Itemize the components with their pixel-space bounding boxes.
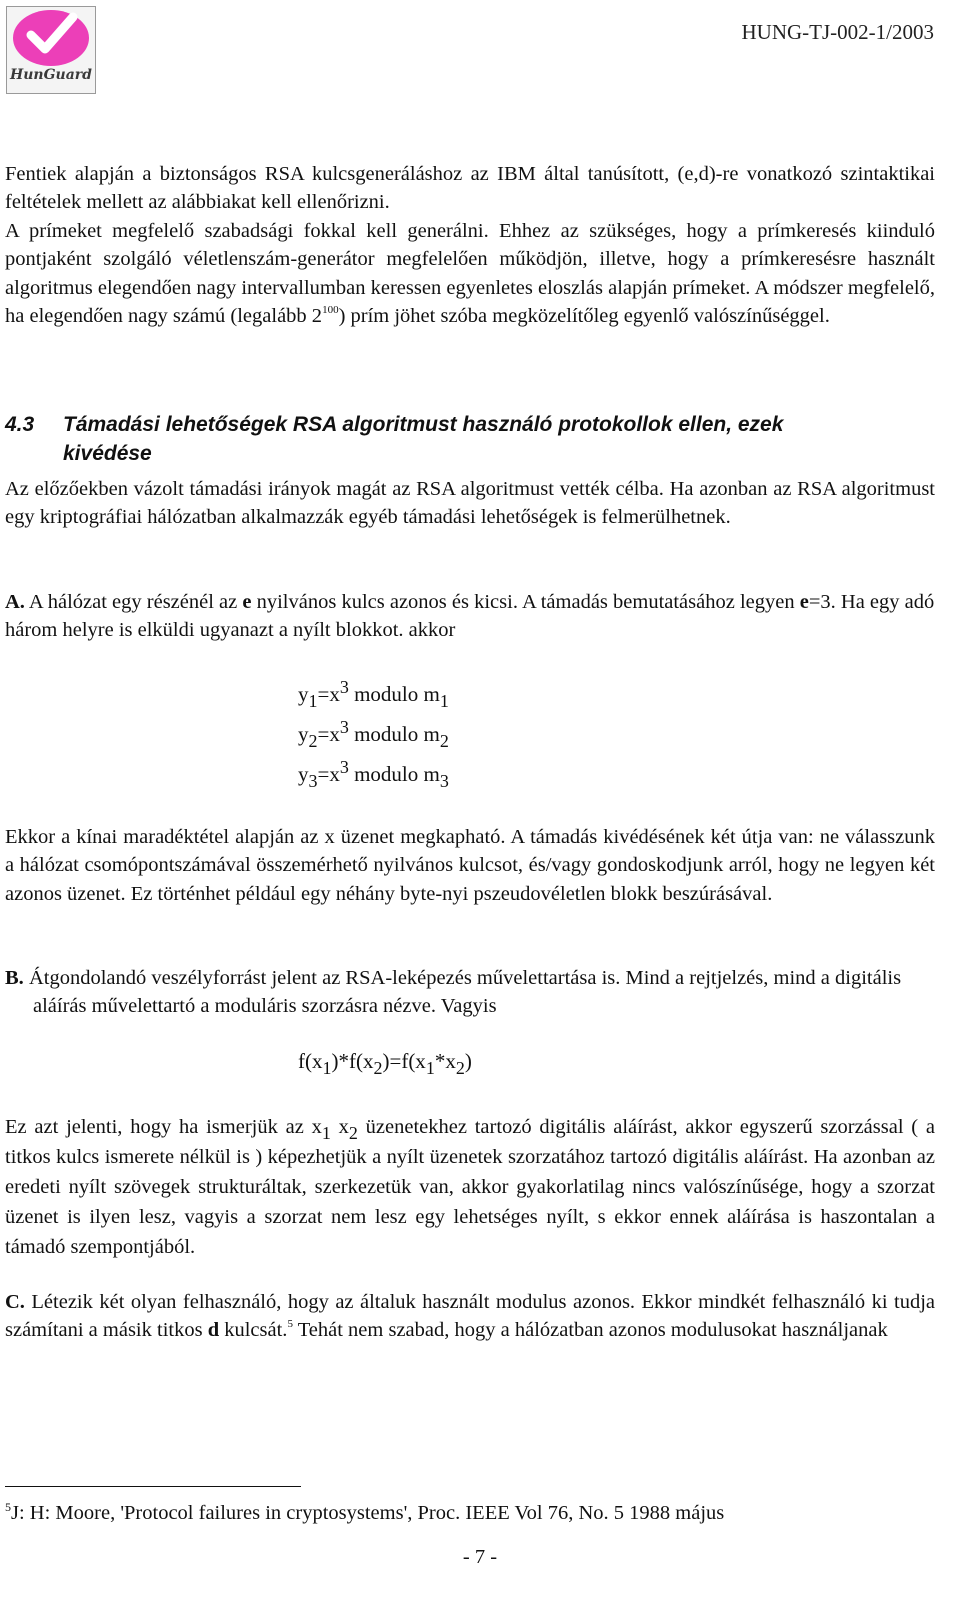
f: =x <box>317 762 340 786</box>
f: 1 <box>439 691 449 711</box>
homomorphism-formula <box>298 1049 472 1078</box>
f: 2 <box>373 1058 383 1078</box>
f: 3 <box>308 771 318 791</box>
f: *x <box>434 1049 456 1073</box>
footnote-ref: 5 <box>287 1318 293 1331</box>
formula-line <box>298 674 449 714</box>
paragraph-text: Ekkor a kínai maradéktétel alapján az x üzenet megkapható. A támadás kivédésének két útja van: ne válasszunk a hálózat csomópontszámával összemérhető nyilvános kulcsot, és/vagy gondoskodjunk arról, hogy ne legyen két azonos üzenet. Ez történhet például egy néhány byte-nyi pszeudovéletlen blokk beszúrásával. <box>5 826 935 905</box>
f: 2 <box>455 1058 465 1078</box>
paragraph-ibm-conditions: Fentiek alapján a biztonságos RSA kulcsgeneráláshoz az IBM által tanúsított, (e,d)-re vonatkozó szintaktikai feltételek mellett az alábbiakat kell ellenőrizni. <box>5 163 935 214</box>
variable-e: e <box>242 591 252 613</box>
formula-line <box>298 714 449 754</box>
formula-block <box>298 674 449 794</box>
f: 3 <box>339 757 349 777</box>
hunguard-logo <box>6 6 96 94</box>
text: Átgondolandó veszélyforrást jelent az RSA-leképezés művelettartása is. Mind a rejtjelzés, mind a digitális aláírás művelettartó a moduláris szorzásra nézve. Vagyis <box>23 967 902 1018</box>
f: 1 <box>425 1058 435 1078</box>
text: nyilvános kulcs azonos és kicsi. A támadás bemutatásához legyen <box>251 591 800 613</box>
document-id: HUNG-TJ-002-1/2003 <box>741 20 934 44</box>
text: =3. Ha egy adó három helyre is elküldi ugyanazt a nyílt blokkot. akkor <box>5 591 935 642</box>
f: 3 <box>339 717 349 737</box>
t: x <box>330 1116 349 1138</box>
t: Létezik két olyan felhasználó, hogy az általuk használt modulus azonos. Ekkor mindkét felhasználó ki tudja számítani a másik titkos <box>5 1291 935 1342</box>
f: )*f(x <box>331 1049 374 1073</box>
section-title-continued: kivédése <box>63 442 152 465</box>
f: modulo m <box>348 722 440 746</box>
t: Ez azt jelenti, hogy ha ismerjük az x <box>5 1116 322 1138</box>
check-icon <box>19 9 81 61</box>
paragraph-text: A prímeket megfelelő szabadsági fokkal kell generálni. Ehhez az szükséges, hogy a prímkeresés kiinduló pontjaként szolgáló véletlenszám-generátor megfelelően működjön, illetve, hogy a prímkeresésre használt algoritmus elegendően nagy intervallumban keressen egyenletes eloszlás alapján prímeket. A módszer megfelelő, ha elegendően nagy számú (legalább 2 <box>5 219 935 328</box>
paragraph-c-text <box>5 1288 935 1345</box>
f: modulo m <box>348 682 440 706</box>
item-label: C. <box>5 1291 25 1313</box>
section-number: 4.3 <box>5 413 35 436</box>
item-label: A. <box>5 591 25 613</box>
intro-block <box>5 160 935 330</box>
f: ) <box>464 1049 472 1073</box>
f: 3 <box>439 771 449 791</box>
variable-e: e <box>799 591 809 613</box>
paragraph-network-attacks <box>5 475 935 532</box>
footnote <box>5 1499 724 1527</box>
paragraph-b <box>5 964 935 1021</box>
text: A hálózat egy részénél az <box>24 591 243 613</box>
paragraph-chinese-remainder <box>5 823 935 908</box>
f: 2 <box>439 731 449 751</box>
formula-line <box>298 754 449 794</box>
logo-text: HunGuard <box>10 67 92 83</box>
t: Tehát nem szabad, hogy a hálózatban azonos modulusokat használjanak <box>292 1319 888 1342</box>
section-heading <box>5 410 935 468</box>
f: =x <box>317 722 340 746</box>
footnote-mark: 5 <box>5 1500 11 1514</box>
footnote-text: J: H: Moore, 'Protocol failures in cryptosystems', Proc. IEEE Vol 76, No. 5 1988 május <box>11 1502 725 1524</box>
variable-d: d <box>207 1319 220 1342</box>
f: f(x <box>298 1049 323 1073</box>
f: 3 <box>339 677 349 697</box>
page-number: - 7 - <box>462 1546 498 1568</box>
f: modulo m <box>348 762 440 786</box>
paragraph-a-text <box>5 588 935 645</box>
t: üzenetekhez tartozó digitális aláírást, akkor egyszerű szorzással ( a titkos kulcs ismerete nélkül is ) képezhetjük a nyílt üzenetek szorzatához tartozó digitális aláírást. Ha azonban az eredeti nyílt szövegek strukturáltak, szerkezetük van, akkor gyakorlatilag nincs valószínűsége, hogy a szorzat üzenet is ilyen lesz, vagyis a szorzat nem lesz egy lehetséges nyílt, s ekkor ennek aláírása is haszontalan a támadó szempontjából. <box>5 1116 936 1258</box>
item-label: B. <box>5 967 24 989</box>
f: y <box>298 682 309 706</box>
t: 2 <box>348 1123 358 1143</box>
f: 1 <box>308 691 318 711</box>
paragraph-b-text <box>5 964 935 1021</box>
exponent: 100 <box>322 304 339 317</box>
heading-line <box>5 410 935 439</box>
section-title: Támadási lehetőségek RSA algoritmust használó protokollok ellen, ezek <box>63 413 784 436</box>
paragraph-signature <box>5 1112 935 1262</box>
paragraph-text: Az előzőekben vázolt támadási irányok magát az RSA algoritmust vették célba. Ha azonban az RSA algoritmust egy kriptográfiai hálózatban alkalmazzák egyéb támadási lehetőségek is felmerülhetnek. <box>5 478 935 529</box>
paragraph-prime-generation <box>5 217 935 331</box>
footnote-divider <box>5 1486 301 1487</box>
t: 1 <box>321 1123 331 1143</box>
f: 1 <box>322 1058 332 1078</box>
f: =x <box>317 682 340 706</box>
paragraph-text <box>5 1112 935 1262</box>
f: y <box>298 762 309 786</box>
t: kulcsát. <box>219 1319 288 1342</box>
f: )=f(x <box>382 1049 426 1073</box>
f: 2 <box>308 731 318 751</box>
paragraph-text: ) prím jöhet szóba megközelítőleg egyenlő valószínűséggel. <box>338 305 830 328</box>
f: y <box>298 722 309 746</box>
paragraph-a <box>5 588 935 645</box>
paragraph-c <box>5 1288 935 1345</box>
